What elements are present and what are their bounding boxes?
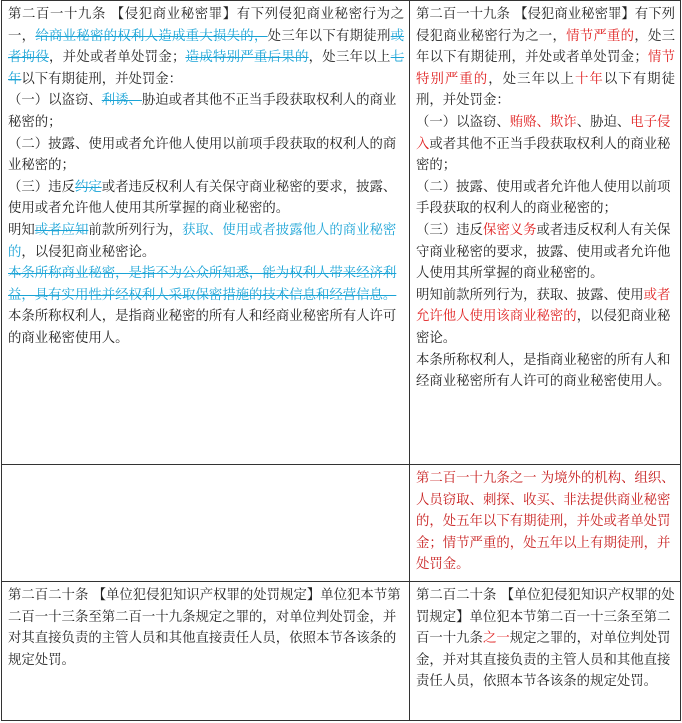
new-219-item-3 [416, 220, 675, 285]
old-219-paragraph-1 [8, 4, 404, 90]
text: ，并处或者单处罚金； [49, 50, 186, 66]
new-219-1-text: 第二百一十九条之一 为境外的机构、组织、人员窃取、刺探、收买、非法提供商业秘密的，处五年以下有期徒刑，并处或者单处罚金；情节严重的，处五年以上有期徒刑，并处罚金。 [416, 471, 675, 573]
new-text: 情节严重的 [566, 28, 635, 44]
text: 第二百二十条 【单位犯侵犯知识产权罪的处罚规定】单位犯本节第二百一十三条至第二百一十九条 [416, 588, 675, 647]
new-219-paragraph-1 [416, 4, 675, 112]
text: 或者违反权利人有关保守商业秘密的要求，披露、使用或者允许他人使用其所掌握的商业秘密的。 [416, 222, 671, 282]
new-article-219-cell [410, 1, 681, 465]
text: 或者其他不正当手段获取权利人的商业秘密的； [416, 136, 671, 174]
deleted-text: 或者拘役 [8, 28, 405, 66]
old-219-item-1 [8, 90, 404, 133]
text: 明知前款所列行为，获取、披露、使用 [416, 287, 644, 303]
text: 第二百一十九条 【侵犯商业秘密罪】有下列侵犯商业秘密行为之一， [416, 7, 675, 44]
table-row [2, 582, 681, 721]
deleted-text: 约定 [74, 179, 102, 195]
new-text: 保密义务 [482, 222, 537, 238]
new-text: 或者允许他人使用该商业秘密的 [416, 287, 671, 325]
text: 明知 [8, 222, 35, 238]
old-article-219-cell [2, 1, 410, 465]
new-219-rights-holder-definition: 本条所称权利人，是指商业秘密的所有人和经商业秘密所有人许可的商业秘密使用人。 [416, 352, 671, 390]
text: 第二百一十九条 【侵犯商业秘密罪】有下列侵犯商业秘密行为之一， [8, 7, 404, 44]
table-row [2, 1, 681, 465]
deleted-text: 或者应知 [34, 222, 89, 238]
text: 前款所列行为， [88, 222, 183, 238]
text: （一）以盗窃、 [416, 114, 510, 130]
text: ，处三年以上 [488, 71, 575, 87]
old-article-220-cell [2, 582, 410, 721]
text: 以下有期徒刑，并处罚金： [21, 71, 183, 87]
old-220-text: 第二百二十条 【单位犯侵犯知识产权罪的处罚规定】单位犯本节第二百一十三条至第二百一十九条规定之罪的，对单位判处罚金，并对其直接负责的主管人员和其他直接责任人员，依照本节各该条的规定处罚。 [8, 588, 401, 668]
text: 以下有期徒刑，并处罚金： [416, 71, 676, 109]
old-219-paragraph-knowing [8, 220, 404, 263]
text: （一）以盗窃、 [8, 93, 102, 109]
old-219-rights-holder-definition: 本条所称权利人，是指商业秘密的所有人和经商业秘密所有人许可的商业秘密使用人。 [8, 309, 397, 346]
empty-old-cell [2, 465, 410, 582]
text: 或者违反权利人有关保守商业秘密的要求，披露、使用或者允许他人使用其所掌握的商业秘密的。 [8, 179, 397, 217]
text: ，以侵犯商业秘密论。 [416, 309, 671, 346]
new-article-219-1-cell [410, 465, 681, 582]
text: 胁迫或者其他不正当手段获取权利人的商业秘密的； [8, 93, 397, 130]
law-comparison-table [1, 0, 681, 721]
new-text: 情节特别严重的 [416, 50, 676, 87]
table-row [2, 465, 681, 582]
inserted-text: 获取、使用或者披露他人的商业秘密的 [8, 222, 397, 260]
deleted-text: 给商业秘密的权利人造成重大损失的， [35, 28, 268, 44]
deleted-text: 利诱、 [101, 93, 142, 109]
old-219-deleted-definition: 本条所称商业秘密，是指不为公众所知悉，能为权利人带来经济利益，具有实用性并经权利人采取保密措施的技术信息和经营信息。 [8, 266, 397, 303]
text: ，处三年以下有期徒刑，并处或者单处罚金； [416, 28, 676, 66]
new-text: 电子侵入 [416, 114, 671, 152]
new-text: 十年 [574, 71, 604, 87]
new-220-text [416, 585, 675, 693]
new-219-item-1 [416, 112, 675, 177]
new-text: 贿赂、欺诈 [509, 114, 577, 130]
deleted-text: 七年 [8, 50, 405, 87]
text: （三）违反 [8, 179, 75, 195]
text: 、胁迫、 [576, 114, 631, 130]
deleted-text: 造成特别严重后果的 [185, 50, 309, 66]
text: 规定之罪的，对单位判处罚金，并对其直接负责的主管人员和其他直接责任人员，依照本节各该条的规定处罚。 [416, 631, 671, 690]
new-text: 之一 [482, 631, 510, 647]
old-219-item-3 [8, 177, 404, 220]
new-219-item-2: （二）披露、使用或者允许他人使用以前项手段获取的权利人的商业秘密的； [416, 179, 671, 217]
old-219-item-2: （二）披露、使用或者允许他人使用以前项手段获取的权利人的商业秘密的； [8, 136, 397, 174]
text: （三）违反 [416, 222, 483, 238]
new-article-220-cell [410, 582, 681, 721]
text: ，处三年以上 [308, 50, 391, 66]
new-219-paragraph-knowing [416, 285, 675, 350]
text: 处三年以下有期徒刑 [267, 28, 391, 44]
text: ，以侵犯商业秘密论。 [21, 244, 156, 260]
